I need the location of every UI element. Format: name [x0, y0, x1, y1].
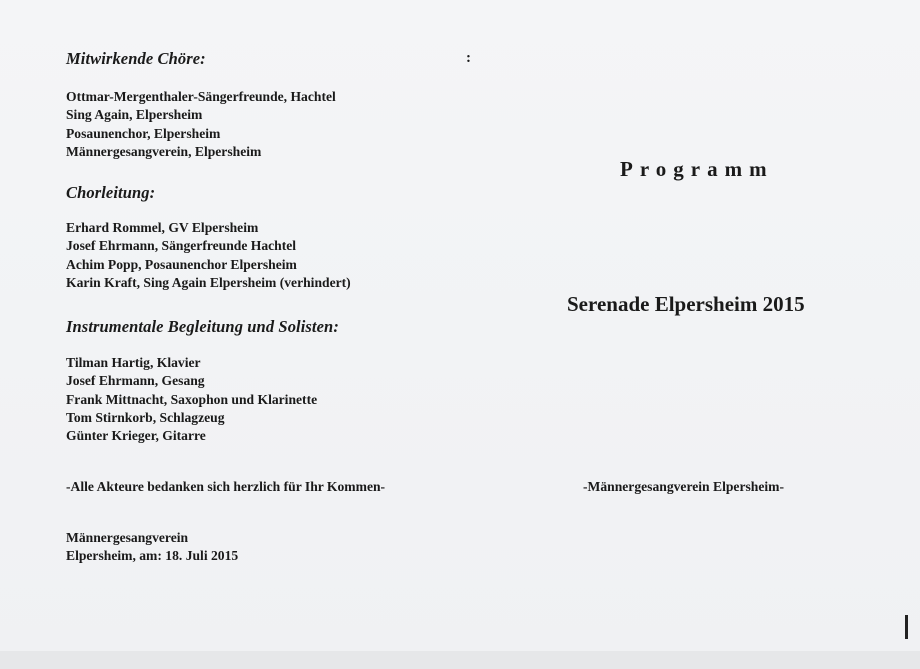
accompaniment-list: [66, 354, 317, 445]
list-item: Josef Ehrmann, Gesang: [66, 373, 205, 389]
list-item: Erhard Rommel, GV Elpersheim: [66, 220, 259, 235]
programm-title: Programm: [620, 157, 774, 181]
choir-direction-heading: Chorleitung:: [66, 183, 156, 202]
footer-signature: [66, 529, 238, 566]
accompaniment-heading: Instrumentale Begleitung und Solisten:: [66, 317, 339, 336]
scan-bottom-band: [0, 651, 920, 669]
list-item: Männergesangverein, Elpersheim: [66, 143, 262, 159]
thanks-line: -Alle Akteure bedanken sich herzlich für Ihr Kommen-: [66, 479, 386, 494]
choirs-heading: Mitwirkende Chöre:: [66, 49, 206, 68]
organizer-signature: -Männergesangverein Elpersheim-: [583, 479, 784, 494]
footer-organization: Männergesangverein: [66, 530, 189, 545]
list-item: Günter Krieger, Gitarre: [66, 428, 206, 444]
list-item: Achim Popp, Posaunenchor Elpersheim: [66, 256, 297, 272]
event-title: Serenade Elpersheim 2015: [567, 292, 805, 316]
list-item: Ottmar-Mergenthaler-Sängerfreunde, Hachtel: [66, 89, 336, 104]
footer-place-date: Elpersheim, am: 18. Juli 2015: [66, 548, 239, 564]
list-item: Frank Mittnacht, Saxophon und Klarinette: [66, 391, 318, 407]
scan-edge-mark: [905, 615, 908, 639]
list-item: Josef Ehrmann, Sängerfreunde Hachtel: [66, 238, 297, 254]
choir-direction-list: [66, 219, 351, 292]
list-item: Karin Kraft, Sing Again Elpersheim (verhindert): [66, 274, 351, 290]
list-item: Tom Stirnkorb, Schlagzeug: [66, 409, 225, 425]
list-item: Posaunenchor, Elpersheim: [66, 125, 221, 141]
list-item: Sing Again, Elpersheim: [66, 107, 203, 123]
choirs-list: [66, 88, 336, 161]
fold-colon-mark: :: [466, 50, 471, 66]
list-item: Tilman Hartig, Klavier: [66, 355, 201, 370]
